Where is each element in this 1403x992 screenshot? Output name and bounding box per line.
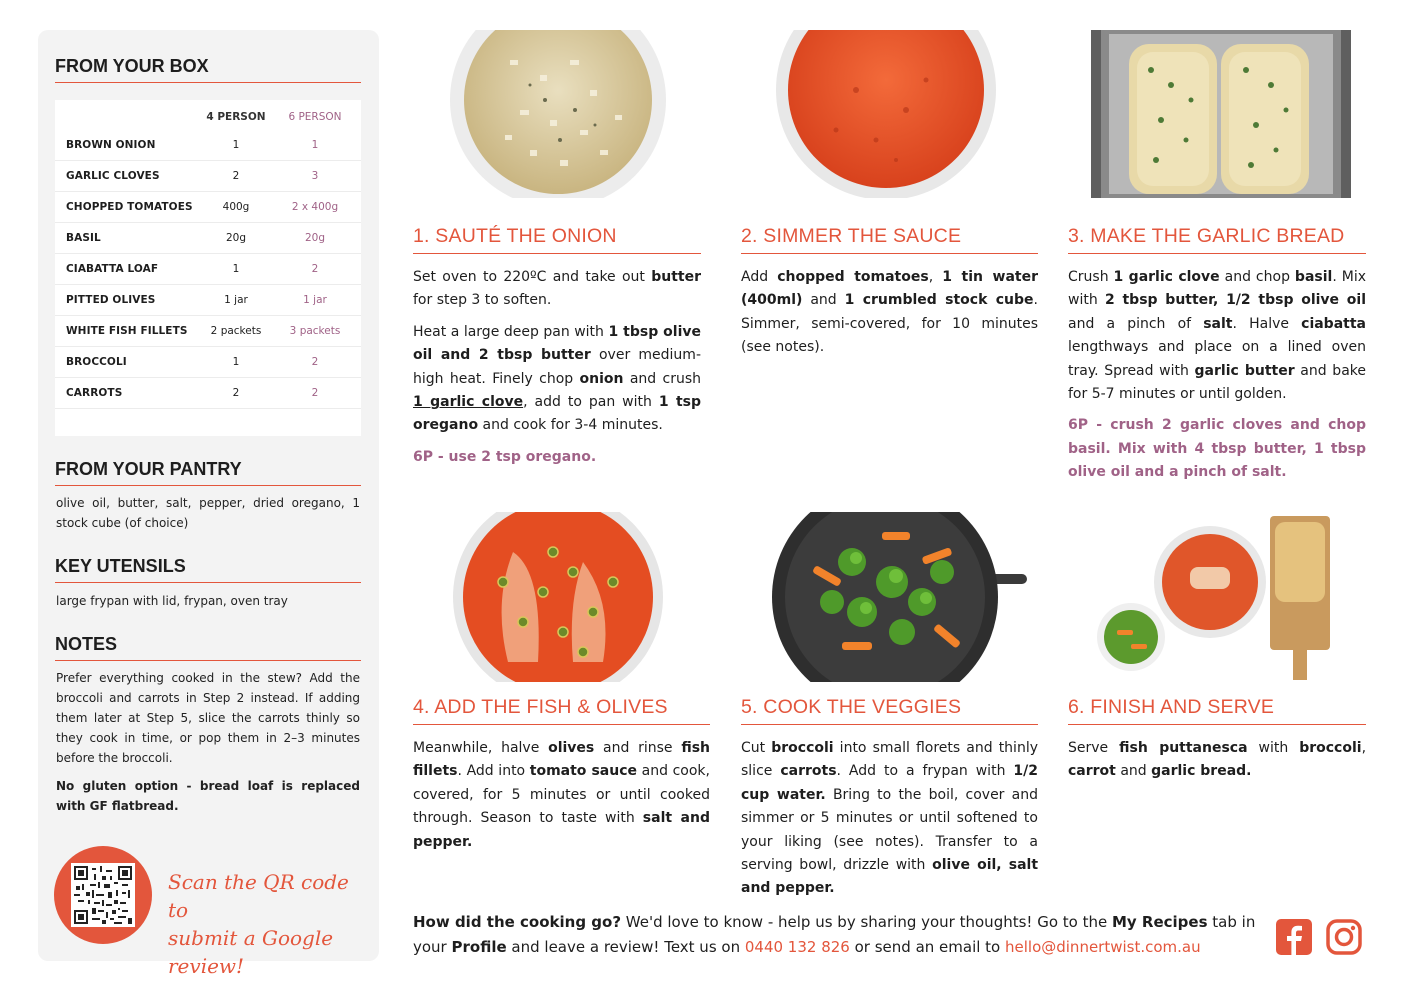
ingredient-name: PITTED OLIVES <box>66 294 156 306</box>
qty-6: 2 <box>311 387 319 399</box>
step-4-para-1: Meanwhile, halve olives and rinse fish fillets. Add into tomato sauce and cook, covered, for 5 minutes or until cooked through. Season to taste with salt and pepper. <box>413 740 710 850</box>
qty-6: 3 packets <box>289 325 341 337</box>
qr-code-icon[interactable] <box>71 863 135 927</box>
step-6-para-1: Serve fish puttanesca with broccoli, carrot and garlic bread. <box>1068 740 1367 780</box>
table-row <box>55 223 361 254</box>
step-2-title: 2. SIMMER THE SAUCE <box>741 225 1038 254</box>
qty-4: 2 <box>232 387 240 399</box>
step-4-body <box>413 737 710 862</box>
profile-link[interactable]: Profile <box>451 938 507 956</box>
box-title: FROM YOUR BOX <box>55 56 361 83</box>
ingredient-name: WHITE FISH FILLETS <box>66 325 188 337</box>
table-row <box>55 347 361 378</box>
ingredient-name: BASIL <box>66 232 101 244</box>
step-2-body <box>741 266 1038 368</box>
step-1-para-1: Set oven to 220ºC and take out butter for step 3 to soften. <box>413 269 701 309</box>
utensils-title: KEY UTENSILS <box>55 556 361 583</box>
qty-6: 1 jar <box>303 294 327 306</box>
qr-callout-line-2: submit a Google review! <box>168 926 334 978</box>
qty-4: 2 packets <box>210 325 262 337</box>
utensils-text: large frypan with lid, frypan, oven tray <box>56 594 288 608</box>
review-footer: How did the cooking go? We'd love to know - help us by sharing your thoughts! Go to the My Recipes tab in your Profile and leave a review! Text us on 0440 132 826 or send an email to hello@dinnertwist.com.au <box>413 913 1256 956</box>
notes-text: Prefer everything cooked in the stew? Add the broccoli and carrots in Step 2 instead. If adding them later at Step 5, slice the carrots thinly so they cook in time, or pop them in 2–3 minutes before the broccoli. <box>56 671 360 765</box>
qr-callout-line-1: Scan the QR code to <box>168 870 349 922</box>
qty-4: 400g <box>222 201 250 213</box>
qty-4: 1 <box>232 263 240 275</box>
facebook-icon[interactable] <box>1275 918 1313 956</box>
table-row <box>55 254 361 285</box>
ingredient-name: BROCCOLI <box>66 356 127 368</box>
step-5-title: 5. COOK THE VEGGIES <box>741 696 1038 725</box>
qty-4: 1 <box>232 139 240 151</box>
phone-link[interactable]: 0440 132 826 <box>744 938 850 956</box>
qty-6: 3 <box>311 170 319 182</box>
table-row <box>55 192 361 223</box>
qty-4: 1 <box>232 356 240 368</box>
footer-question: How did the cooking go? <box>413 913 622 931</box>
col-4-person: 4 PERSON <box>206 110 266 123</box>
step-5-para-1: Cut broccoli into small florets and thinly slice carrots. Add to a frypan with 1/2 cup water. Bring to the boil, cover and simmer or 5 minutes or until softened to your liking (see notes). Transfer to a serving bowl, drizzle with olive oil, salt and pepper. <box>741 740 1039 897</box>
step-1-6p-note: 6P - use 2 tsp oregano. <box>413 448 597 465</box>
notes-title: NOTES <box>55 634 361 661</box>
qty-4: 1 jar <box>224 294 248 306</box>
step-1-photo <box>450 30 666 198</box>
qty-4: 20g <box>225 232 247 244</box>
step-3-6p-note: 6P - crush 2 garlic cloves and chop basil. Mix with 4 tbsp butter, 1 tbsp olive oil and a pinch of salt. <box>1068 417 1366 481</box>
qty-6: 2 x 400g <box>291 201 339 213</box>
table-row <box>55 378 361 409</box>
my-recipes-link[interactable]: My Recipes <box>1111 913 1208 931</box>
sidebar-panel <box>38 30 379 978</box>
step-1-para-2: Heat a large deep pan with 1 tbsp olive oil and 2 tbsp butter over medium-high heat. Finely chop onion and crush 1 garlic clove, add to pan with 1 tsp oregano and cook for 3-4 minutes. <box>413 323 702 434</box>
step-3-para-1: Crush 1 garlic clove and chop basil. Mix with 2 tbsp butter, 1/2 tbsp olive oil and a pinch of salt. Halve ciabatta lengthways and place on a lined oven tray. Spread with garlic butter and bake for 5-7 minutes or until golden. <box>1068 269 1366 403</box>
table-header <box>55 103 361 130</box>
step-1-body <box>413 266 701 477</box>
step-4-photo <box>453 512 663 682</box>
step-4-title: 4. ADD THE FISH & OLIVES <box>413 696 710 725</box>
step-5-photo <box>772 512 1030 682</box>
step-6-photo <box>1095 512 1335 682</box>
pantry-title: FROM YOUR PANTRY <box>55 459 361 486</box>
table-row <box>55 316 361 347</box>
qty-4: 2 <box>232 170 240 182</box>
step-2-photo <box>776 30 996 198</box>
ingredient-name: GARLIC CLOVES <box>66 170 160 182</box>
step-6-title: 6. FINISH AND SERVE <box>1068 696 1366 725</box>
step-3-title: 3. MAKE THE GARLIC BREAD <box>1068 225 1366 254</box>
qty-6: 2 <box>311 263 319 275</box>
notes-gluten: No gluten option - bread loaf is replaced with GF flatbread. <box>56 779 360 813</box>
step-5-body <box>741 737 1038 909</box>
pantry-text: olive oil, butter, salt, pepper, dried oregano, 1 stock cube (of choice) <box>56 496 360 530</box>
step-3-body <box>1068 266 1366 493</box>
ingredients-table <box>55 100 361 436</box>
ingredient-name: CHOPPED TOMATOES <box>66 201 193 213</box>
qty-6: 1 <box>311 139 319 151</box>
step-2-para-1: Add chopped tomatoes, 1 tin water (400ml) and 1 crumbled stock cube. Simmer, semi-covered, for 10 minutes (see notes). <box>741 269 1038 356</box>
ingredient-name: CIABATTA LOAF <box>66 263 159 275</box>
table-row <box>55 130 361 161</box>
ingredient-name: BROWN ONION <box>66 139 156 151</box>
qr-callout <box>168 868 368 980</box>
email-link[interactable]: hello@dinnertwist.com.au <box>1005 938 1201 956</box>
col-6-person: 6 PERSON <box>288 110 342 123</box>
step-1-title: 1. SAUTÉ THE ONION <box>413 225 701 254</box>
qty-6: 20g <box>304 232 326 244</box>
table-row <box>55 285 361 316</box>
ingredient-name: CARROTS <box>66 387 123 399</box>
qr-badge[interactable] <box>54 846 152 944</box>
step-6-body <box>1068 737 1366 792</box>
table-row <box>55 161 361 192</box>
instagram-icon[interactable] <box>1325 918 1363 956</box>
step-3-photo <box>1091 30 1351 198</box>
qty-6: 2 <box>311 356 319 368</box>
